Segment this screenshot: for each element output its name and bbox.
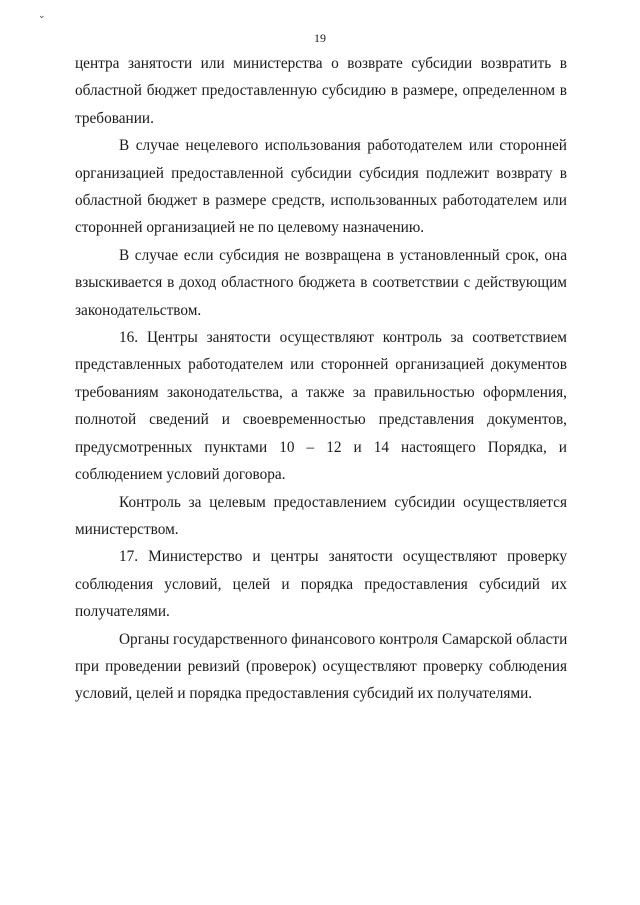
document-body: [75, 50, 567, 708]
paragraph: [75, 626, 567, 708]
text-line: требовании.: [75, 109, 154, 127]
paragraph: [75, 242, 567, 324]
text-line: областной бюджет в размере средств, использованных работодателем или: [75, 192, 567, 210]
text-line: 17. Министерство и центры занятости осуществляют проверку: [119, 548, 567, 566]
text-line: получателями.: [75, 603, 170, 621]
text-line: полнотой сведений и своевременностью представления документов,: [75, 411, 567, 429]
paragraph: [75, 50, 567, 132]
text-line: соблюдения условий, целей и порядка предоставления субсидий их: [75, 575, 567, 593]
text-line: министерством.: [75, 520, 179, 538]
text-line: Органы государственного финансового контроля Самарской области: [119, 630, 568, 648]
text-line: В случае если субсидия не возвращена в установленный срок, она: [119, 246, 567, 264]
text-line: условий, целей и порядка предоставления субсидий их получателями.: [75, 685, 533, 703]
text-line: требованиям законодательства, а также за правильностью оформления,: [75, 383, 567, 401]
text-line: при проведении ревизий (проверок) осуществляют проверку соблюдения: [75, 657, 567, 675]
text-line: сторонней организацией не по целевому назначению.: [75, 219, 425, 237]
paragraph: [75, 132, 567, 242]
page-number: 19: [314, 31, 326, 45]
text-line: соблюдением условий договора.: [75, 466, 286, 484]
text-line: представленных работодателем или сторонней организацией документов: [75, 356, 567, 374]
text-line: законодательством.: [75, 301, 202, 319]
text-line: предусмотренных пунктами 10 – 12 и 14 настоящего Порядка, и: [75, 438, 567, 456]
text-line: областной бюджет предоставленную субсидию в размере, определенном в: [75, 82, 567, 100]
text-line: взыскивается в доход областного бюджета в соответствии с действующим: [75, 274, 567, 292]
scan-mark: ⌄: [38, 10, 46, 20]
text-line: центра занятости или министерства о возврате субсидии возвратить в: [75, 55, 567, 72]
paragraph: [75, 324, 567, 488]
paragraph: [75, 489, 567, 544]
text-line: организацией предоставленной субсидии субсидия подлежит возврату в: [75, 164, 567, 182]
text-line: В случае нецелевого использования работодателем или сторонней: [119, 137, 567, 155]
text-line: Контроль за целевым предоставлением субсидии осуществляется: [119, 493, 567, 511]
paragraph: [75, 543, 567, 625]
text-line: 16. Центры занятости осуществляют контроль за соответствием: [119, 329, 567, 347]
